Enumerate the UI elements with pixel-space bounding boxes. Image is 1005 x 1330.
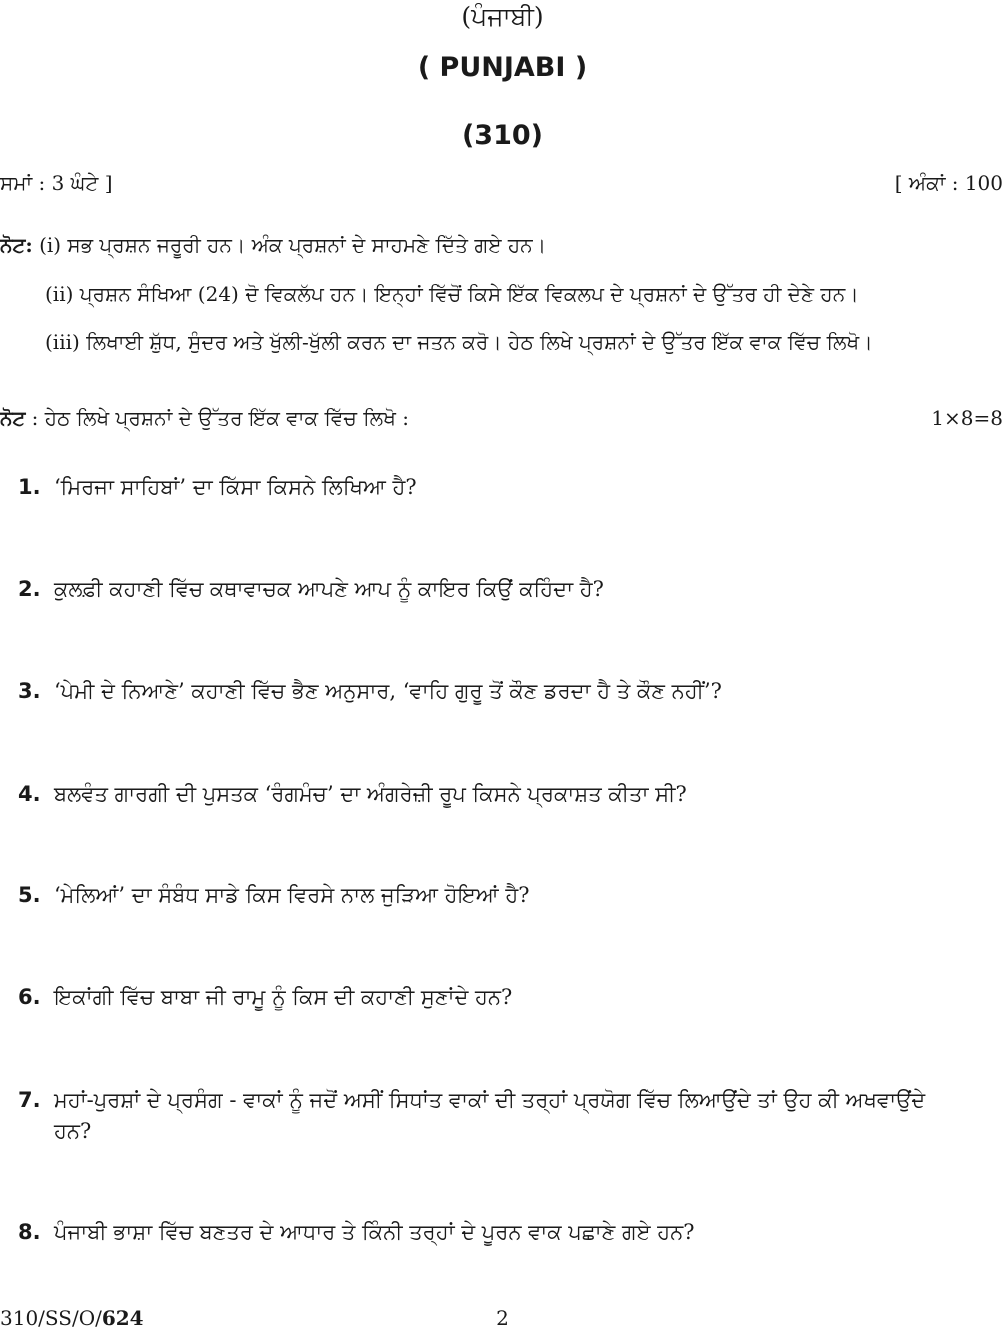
question-text: ਬਲਵੰਤ ਗਾਰਗੀ ਦੀ ਪੁਸਤਕ ‘ਰੰਗਮੰਚ’ ਦਾ ਅੰਗਰੇਜ਼ੀ ਰੂਪ ਕਿਸਨੇ ਪ੍ਰਕਾਸ਼ਤ ਕੀਤਾ ਸੀ? (54, 782, 687, 806)
question-7 (18, 1085, 958, 1147)
question-2 (18, 574, 958, 605)
question-number: 4. (18, 782, 41, 806)
question-text: ‘ਮੇਲਿਆਂ’ ਦਾ ਸੰਬੰਧ ਸਾਡੇ ਕਿਸ ਵਿਰਸੇ ਨਾਲ ਜੁੜਿਆ ਹੋਇਆਂ ਹੈ? (54, 883, 530, 907)
maximum-marks: [ ਅੰਕਾਂ : 100 (894, 171, 1003, 195)
section-marks: 1×8=8 (931, 406, 1003, 430)
question-number: 8. (18, 1220, 41, 1244)
question-1 (18, 472, 958, 503)
question-8 (18, 1217, 958, 1248)
question-number: 2. (18, 577, 41, 601)
subject-code: (310) (461, 120, 544, 151)
question-text: ਮਹਾਂ-ਪੁਰਸ਼ਾਂ ਦੇ ਪ੍ਰਸੰਗ - ਵਾਕਾਂ ਨੂੰ ਜਦੋਂ ਅਸੀਂ ਸਿਧਾਂਤ ਵਾਕਾਂ ਦੀ ਤਰ੍ਹਾਂ ਪ੍ਰਯੋਗ ਵਿੱਚ ਲਿਆਉਂਦੇ ਤਾਂ ਉਹ ਕੀ ਅਖਵਾਉਂਦੇ ਹਨ? (54, 1088, 926, 1143)
question-3 (18, 676, 958, 707)
title-punjabi: (ਪੰਜਾਬੀ) (461, 2, 544, 31)
note-label: ਨੋਟ: (0, 233, 33, 257)
instruction-1 (0, 233, 546, 257)
instruction-text: (i) ਸਭ ਪ੍ਰਸ਼ਨ ਜਰੂਰੀ ਹਨ। ਅੰਕ ਪ੍ਰਸ਼ਨਾਂ ਦੇ ਸਾਹਮਣੇ ਦਿੱਤੇ ਗਏ ਹਨ। (39, 233, 547, 257)
paper-code-prefix: 310/SS/O/ (0, 1306, 102, 1330)
instruction-2: (ii) ਪ੍ਰਸ਼ਨ ਸੰਖਿਆ (24) ਦੋ ਵਿਕਲੱਪ ਹਨ। ਇਨ੍ਹਾਂ ਵਿੱਚੋਂ ਕਿਸੇ ਇੱਕ ਵਿਕਲਪ ਦੇ ਪ੍ਰਸ਼ਨਾਂ ਦੇ ਉੱਤਰ ਹੀ ਦੇਣੇ ਹਨ। (45, 282, 859, 306)
question-number: 5. (18, 883, 41, 907)
question-text: ਇਕਾਂਗੀ ਵਿੱਚ ਬਾਬਾ ਜੀ ਰਾਮੂ ਨੂੰ ਕਿਸ ਦੀ ਕਹਾਣੀ ਸੁਣਾਂਦੇ ਹਨ? (54, 985, 513, 1009)
question-number: 6. (18, 985, 41, 1009)
paper-code-number: 624 (101, 1306, 144, 1330)
question-number: 1. (18, 475, 41, 499)
question-6 (18, 982, 958, 1013)
question-4 (18, 779, 958, 810)
section-instruction (0, 406, 409, 430)
question-text: ‘ਪੇਮੀ ਦੇ ਨਿਆਣੇ’ ਕਹਾਣੀ ਵਿੱਚ ਭੈਣ ਅਨੁਸਾਰ, ‘ਵਾਹਿ ਗੁਰੂ ਤੋਂ ਕੌਣ ਡਰਦਾ ਹੈ ਤੇ ਕੌਣ ਨਹੀਂ’? (54, 679, 722, 703)
question-5 (18, 880, 958, 911)
time-allowed: ਸਮਾਂ : 3 ਘੰਟੇ ] (0, 171, 113, 195)
title-english: ( PUNJABI ) (417, 52, 588, 83)
paper-code (0, 1306, 144, 1330)
section-note-label: ਨੋਟ (0, 406, 26, 430)
question-number: 7. (18, 1088, 41, 1112)
instruction-3: (iii) ਲਿਖਾਈ ਸ਼ੁੱਧ, ਸੁੰਦਰ ਅਤੇ ਖੁੱਲੀ-ਖੁੱਲੀ ਕਰਨ ਦਾ ਜਤਨ ਕਰੋ। ਹੇਠ ਲਿਖੇ ਪ੍ਰਸ਼ਨਾਂ ਦੇ ਉੱਤਰ ਇੱਕ ਵਾਕ ਵਿੱਚ ਲਿਖੋ। (45, 330, 873, 354)
question-text: ਪੰਜਾਬੀ ਭਾਸ਼ਾ ਵਿੱਚ ਬਣਤਰ ਦੇ ਆਧਾਰ ਤੇ ਕਿੰਨੀ ਤਰ੍ਹਾਂ ਦੇ ਪੂਰਨ ਵਾਕ ਪਛਾਣੇ ਗਏ ਹਨ? (54, 1220, 695, 1244)
question-text: ‘ਮਿਰਜਾ ਸਾਹਿਬਾਂ’ ਦਾ ਕਿੱਸਾ ਕਿਸਨੇ ਲਿਖਿਆ ਹੈ? (54, 475, 417, 499)
question-text: ਕੁਲਫ਼ੀ ਕਹਾਣੀ ਵਿੱਚ ਕਥਾਵਾਚਕ ਆਪਣੇ ਆਪ ਨੂੰ ਕਾਇਰ ਕਿਉਂ ਕਹਿੰਦਾ ਹੈ? (54, 577, 604, 601)
page-number: 2 (496, 1306, 509, 1330)
question-number: 3. (18, 679, 41, 703)
section-note-text: : ਹੇਠ ਲਿਖੇ ਪ੍ਰਸ਼ਨਾਂ ਦੇ ਉੱਤਰ ਇੱਕ ਵਾਕ ਵਿੱਚ ਲਿਖੋ : (25, 406, 409, 430)
